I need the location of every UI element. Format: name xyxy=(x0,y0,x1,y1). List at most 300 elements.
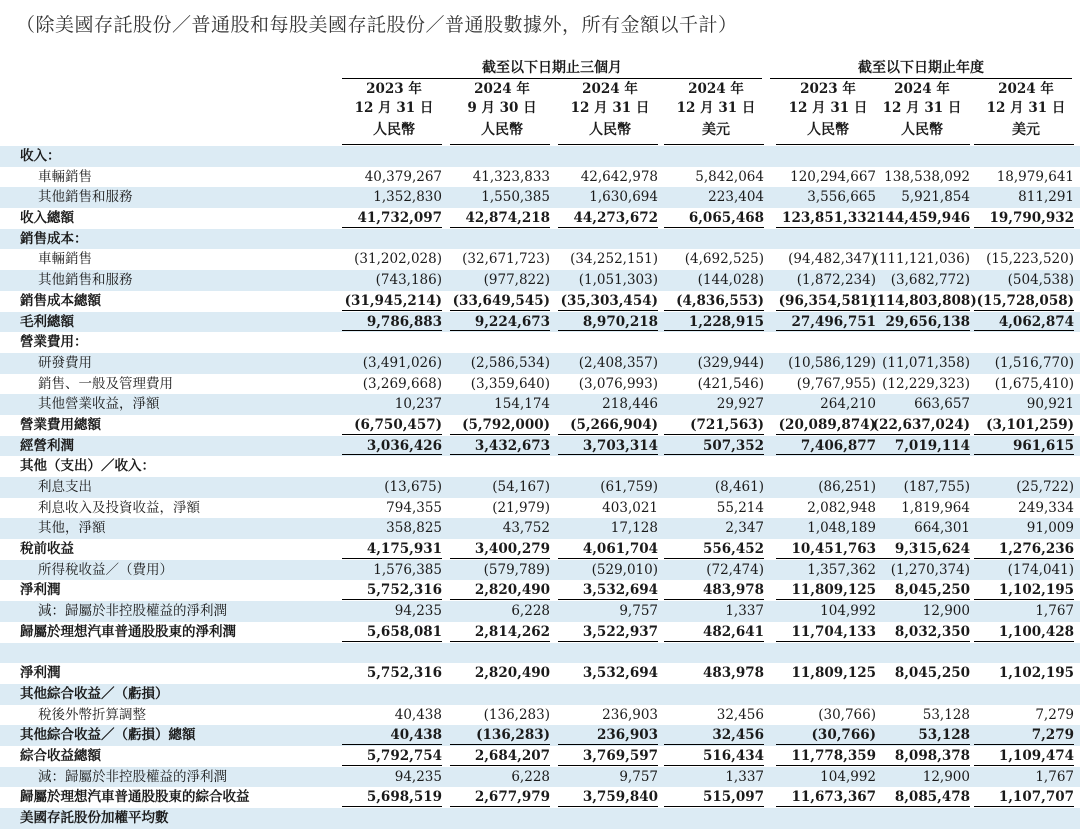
total-rule xyxy=(450,599,550,600)
table-row xyxy=(0,580,1080,601)
cell-value: 3,036,426 xyxy=(366,437,442,454)
cell-value: (3,682,772) xyxy=(890,272,970,289)
cell-value: 3,400,279 xyxy=(474,541,550,558)
cell-value: 29,927 xyxy=(716,396,764,413)
header-underline xyxy=(664,144,764,145)
header-underline xyxy=(974,144,1074,145)
column-header-date: 9 月 30 日 xyxy=(467,100,537,116)
row-label: 減：歸屬於非控股權益的淨利潤 xyxy=(38,768,227,785)
cell-value: 90,921 xyxy=(1026,396,1074,413)
cell-value: 40,438 xyxy=(394,706,442,723)
total-rule xyxy=(558,558,658,559)
row-label: 利息收入及投資收益，淨額 xyxy=(38,499,200,516)
cell-value: 483,978 xyxy=(702,665,764,682)
cell-value: (20,089,874) xyxy=(778,416,876,433)
total-rule xyxy=(870,330,970,331)
cell-value: 10,451,763 xyxy=(791,541,876,558)
cell-value: (25,722) xyxy=(1016,479,1074,495)
cell-value: (1,516,770) xyxy=(994,354,1074,371)
cell-value: 663,657 xyxy=(914,396,970,413)
cell-value: 1,337 xyxy=(725,603,764,620)
row-label: 綜合收益總額 xyxy=(20,747,101,764)
table-row xyxy=(0,436,1080,457)
cell-value: (72,474) xyxy=(706,561,764,578)
total-rule xyxy=(664,765,764,766)
table-row xyxy=(0,187,1080,208)
total-rule xyxy=(664,310,764,311)
cell-value: 1,352,830 xyxy=(373,189,442,206)
table-row xyxy=(0,312,1080,333)
cell-value: 1,107,707 xyxy=(998,789,1074,806)
cell-value: 358,825 xyxy=(386,520,442,537)
total-rule xyxy=(558,434,658,435)
total-rule xyxy=(558,641,658,642)
column-header-date: 12 月 31 日 xyxy=(788,100,868,116)
total-rule xyxy=(664,744,764,745)
cell-value: 2,820,490 xyxy=(474,582,550,599)
table-row xyxy=(0,808,1080,829)
total-rule xyxy=(776,765,876,766)
cell-value: (2,408,357) xyxy=(578,354,658,371)
cell-value: 264,210 xyxy=(820,396,876,413)
total-rule xyxy=(342,454,442,455)
row-label: 其他綜合收益／（虧損） xyxy=(20,685,169,702)
header-underline xyxy=(870,144,970,145)
row-label: 銷售、一般及管理費用 xyxy=(38,375,173,392)
column-header-date: 12 月 31 日 xyxy=(676,100,756,116)
row-label: 收入總額 xyxy=(20,210,74,227)
row-label: 毛利總額 xyxy=(20,313,74,330)
total-rule xyxy=(558,454,658,455)
row-label: 收入： xyxy=(20,148,61,164)
column-header-currency: 人民幣 xyxy=(481,122,523,138)
cell-value: 19,790,932 xyxy=(989,210,1074,227)
row-label: 其他銷售和服務 xyxy=(38,272,133,289)
cell-value: (3,359,640) xyxy=(470,375,550,392)
total-rule xyxy=(776,310,876,311)
cell-value: 41,323,833 xyxy=(472,168,550,185)
cell-value: 4,175,931 xyxy=(366,541,442,558)
total-rule xyxy=(664,454,764,455)
cell-value: (579,789) xyxy=(483,561,550,578)
cell-value: 1,102,195 xyxy=(998,582,1074,599)
cell-value: 144,459,946 xyxy=(876,210,970,227)
total-rule xyxy=(870,806,970,807)
column-header-currency: 人民幣 xyxy=(589,122,631,138)
cell-value: (15,223,520) xyxy=(986,251,1074,268)
row-label: 利息支出 xyxy=(38,479,92,495)
cell-value: 7,406,877 xyxy=(800,437,876,454)
cell-value: 5,842,064 xyxy=(695,168,764,185)
table-row xyxy=(0,229,1080,250)
cell-value: (1,051,303) xyxy=(578,272,658,289)
total-rule xyxy=(342,599,442,600)
cell-value: 1,276,236 xyxy=(998,541,1074,558)
row-label: 其他綜合收益／（虧損）總額 xyxy=(20,727,196,744)
total-rule xyxy=(870,434,970,435)
total-rule xyxy=(664,330,764,331)
column-header xyxy=(778,80,878,140)
cell-value: 8,032,350 xyxy=(894,623,970,640)
cell-value: (13,675) xyxy=(384,479,442,495)
cell-value: 3,759,840 xyxy=(582,789,658,806)
row-label: 銷售成本總額 xyxy=(20,292,101,309)
table-row xyxy=(0,167,1080,188)
cell-value: (5,266,904) xyxy=(570,416,658,433)
total-rule xyxy=(450,744,550,745)
table-row xyxy=(0,601,1080,622)
cell-value: 3,432,673 xyxy=(474,437,550,454)
total-rule xyxy=(558,765,658,766)
cell-value: 40,438 xyxy=(390,727,442,744)
cell-value: 17,128 xyxy=(610,520,658,537)
table-row xyxy=(0,622,1080,643)
cell-value: 3,532,694 xyxy=(582,582,658,599)
cell-value: 138,538,092 xyxy=(884,168,970,185)
cell-value: 123,851,332 xyxy=(782,210,876,227)
cell-value: 1,102,195 xyxy=(998,665,1074,682)
column-header-currency: 美元 xyxy=(702,122,730,138)
cell-value: 32,456 xyxy=(716,706,764,723)
cell-value: 8,045,250 xyxy=(894,665,970,682)
cell-value: 12,900 xyxy=(922,768,970,785)
cell-value: (6,750,457) xyxy=(354,416,442,433)
cell-value: (721,563) xyxy=(690,416,764,433)
row-label: 其他銷售和服務 xyxy=(38,189,133,206)
total-rule xyxy=(664,599,764,600)
table-row xyxy=(0,456,1080,477)
table-row xyxy=(0,539,1080,560)
cell-value: (96,354,581) xyxy=(778,292,876,309)
cell-value: (9,767,955) xyxy=(796,375,876,392)
total-rule xyxy=(450,806,550,807)
cell-value: 10,237 xyxy=(394,396,442,413)
total-rule xyxy=(870,765,970,766)
column-header-year: 2023 年 xyxy=(800,81,856,97)
total-rule xyxy=(974,641,1074,642)
total-rule xyxy=(450,454,550,455)
cell-value: 5,752,316 xyxy=(366,665,442,682)
cell-value: (4,692,525) xyxy=(684,251,764,268)
total-rule xyxy=(974,227,1074,228)
column-header-date: 12 月 31 日 xyxy=(882,100,962,116)
cell-value: (504,538) xyxy=(1007,272,1074,289)
cell-value: 249,334 xyxy=(1018,499,1074,516)
cell-value: (4,836,553) xyxy=(676,292,764,309)
cell-value: 94,235 xyxy=(394,768,442,785)
total-rule xyxy=(974,330,1074,331)
column-header-date: 12 月 31 日 xyxy=(354,100,434,116)
group-header-year: 截至以下日期止年度 xyxy=(770,58,1072,79)
cell-value: 482,641 xyxy=(702,623,764,640)
total-rule xyxy=(974,454,1074,455)
cell-value: 1,109,474 xyxy=(998,747,1074,764)
row-label: 研發費用 xyxy=(38,354,92,371)
cell-value: 32,456 xyxy=(712,727,764,744)
cell-value: 8,085,478 xyxy=(894,789,970,806)
cell-value: (5,792,000) xyxy=(462,416,550,433)
row-label: 車輛銷售 xyxy=(38,251,92,268)
row-label: 歸屬於理想汽車普通股股東的淨利潤 xyxy=(20,623,236,640)
cell-value: 11,778,359 xyxy=(791,747,876,764)
table-row xyxy=(0,291,1080,312)
cell-value: 42,642,978 xyxy=(580,168,658,185)
cell-value: 794,355 xyxy=(386,499,442,516)
total-rule xyxy=(776,744,876,745)
group-header-three-months: 截至以下日期止三個月 xyxy=(342,58,762,79)
cell-value: 6,228 xyxy=(511,768,550,785)
row-label: 淨利潤 xyxy=(20,665,61,682)
header-underline xyxy=(558,144,658,145)
cell-value: 2,684,207 xyxy=(474,747,550,764)
cell-value: 2,677,979 xyxy=(474,789,550,806)
cell-value: (2,586,534) xyxy=(470,354,550,371)
cell-value: 3,556,665 xyxy=(807,189,876,206)
total-rule xyxy=(776,330,876,331)
total-rule xyxy=(558,599,658,600)
cell-value: 1,819,964 xyxy=(901,499,970,516)
cell-value: (30,766) xyxy=(811,727,876,744)
cell-value: 8,098,378 xyxy=(894,747,970,764)
cell-value: 1,767 xyxy=(1035,768,1074,785)
cell-value: 1,337 xyxy=(725,768,764,785)
cell-value: 1,048,189 xyxy=(807,520,876,537)
total-rule xyxy=(776,434,876,435)
total-rule xyxy=(974,599,1074,600)
total-rule xyxy=(664,806,764,807)
cell-value: 507,352 xyxy=(702,437,764,454)
total-rule xyxy=(342,434,442,435)
cell-value: 41,732,097 xyxy=(357,210,442,227)
cell-value: 223,404 xyxy=(708,189,764,206)
table-row xyxy=(0,746,1080,767)
table-row xyxy=(0,684,1080,705)
header-underline xyxy=(450,144,550,145)
cell-value: (54,167) xyxy=(492,479,550,495)
cell-value: 8,970,218 xyxy=(582,313,658,330)
cell-value: 7,279 xyxy=(1035,706,1074,723)
cell-value: 29,656,138 xyxy=(885,313,970,330)
column-header-date: 12 月 31 日 xyxy=(986,100,1066,116)
cell-value: 1,228,915 xyxy=(688,313,764,330)
cell-value: 104,992 xyxy=(820,768,876,785)
cell-value: 664,301 xyxy=(914,520,970,537)
total-rule xyxy=(558,330,658,331)
cell-value: (30,766) xyxy=(818,706,876,723)
total-rule xyxy=(342,806,442,807)
total-rule xyxy=(776,641,876,642)
column-header-date: 12 月 31 日 xyxy=(570,100,650,116)
total-rule xyxy=(558,227,658,228)
cell-value: 2,082,948 xyxy=(807,499,876,516)
cell-value: (34,252,151) xyxy=(570,251,658,268)
total-rule xyxy=(450,227,550,228)
cell-value: (136,283) xyxy=(476,727,550,744)
total-rule xyxy=(776,454,876,455)
cell-value: 3,703,314 xyxy=(582,437,658,454)
column-header-year: 2024 年 xyxy=(894,81,950,97)
table-row xyxy=(0,725,1080,746)
column-header xyxy=(560,80,660,140)
table-row xyxy=(0,498,1080,519)
cell-value: 18,979,641 xyxy=(996,168,1074,185)
cell-value: (22,637,024) xyxy=(872,416,970,433)
cell-value: 7,019,114 xyxy=(894,437,970,454)
cell-value: 53,128 xyxy=(918,727,970,744)
cell-value: (31,945,214) xyxy=(344,292,442,309)
cell-value: 8,045,250 xyxy=(894,582,970,599)
column-header xyxy=(344,80,444,140)
cell-value: 11,809,125 xyxy=(791,582,876,599)
cell-value: (8,461) xyxy=(714,479,764,495)
cell-value: (33,649,545) xyxy=(452,292,550,309)
cell-value: 9,786,883 xyxy=(366,313,442,330)
row-label: 所得稅收益／（費用） xyxy=(38,561,173,578)
total-rule xyxy=(450,434,550,435)
cell-value: (114,803,808) xyxy=(870,292,977,309)
row-label: 稅後外幣折算調整 xyxy=(38,706,146,723)
total-rule xyxy=(450,310,550,311)
cell-value: 120,294,667 xyxy=(790,168,876,185)
cell-value: 53,128 xyxy=(922,706,970,723)
cell-value: 1,630,694 xyxy=(589,189,658,206)
cell-value: (1,872,234) xyxy=(796,272,876,289)
total-rule xyxy=(870,558,970,559)
column-header xyxy=(976,80,1076,140)
units-note: （除美國存託股份／普通股和每股美國存託股份／普通股數據外，所有金額以千計） xyxy=(16,14,738,36)
column-header-year: 2023 年 xyxy=(366,81,422,97)
total-rule xyxy=(974,744,1074,745)
total-rule xyxy=(974,310,1074,311)
cell-value: (529,010) xyxy=(591,561,658,578)
table-row xyxy=(0,332,1080,353)
row-label: 車輛銷售 xyxy=(38,168,92,185)
table-row xyxy=(0,353,1080,374)
total-rule xyxy=(870,599,970,600)
total-rule xyxy=(450,330,550,331)
cell-value: 44,273,672 xyxy=(573,210,658,227)
table-row xyxy=(0,249,1080,270)
column-header-year: 2024 年 xyxy=(474,81,530,97)
cell-value: 2,814,262 xyxy=(474,623,550,640)
cell-value: (977,822) xyxy=(483,272,550,289)
total-rule xyxy=(776,558,876,559)
row-label: 其他（支出）／收入： xyxy=(20,458,155,475)
cell-value: (61,759) xyxy=(600,479,658,495)
cell-value: (31,202,028) xyxy=(354,251,442,268)
table-row xyxy=(0,394,1080,415)
row-label: 其他營業收益，淨額 xyxy=(38,396,160,413)
cell-value: 236,903 xyxy=(602,706,658,723)
cell-value: 9,224,673 xyxy=(474,313,550,330)
cell-value: 1,100,428 xyxy=(998,623,1074,640)
cell-value: 94,235 xyxy=(394,603,442,620)
cell-value: 3,532,694 xyxy=(582,665,658,682)
cell-value: (3,076,993) xyxy=(578,375,658,392)
cell-value: (329,944) xyxy=(697,354,764,371)
cell-value: 1,357,362 xyxy=(807,561,876,578)
total-rule xyxy=(776,599,876,600)
total-rule xyxy=(342,744,442,745)
row-label: 銷售成本： xyxy=(20,230,88,247)
row-label: 經營利潤 xyxy=(20,437,74,454)
cell-value: (187,755) xyxy=(903,479,970,495)
row-label: 其他，淨額 xyxy=(38,520,106,537)
table-row xyxy=(0,663,1080,684)
row-label: 歸屬於理想汽車普通股股東的綜合收益 xyxy=(20,789,250,806)
cell-value: 11,704,133 xyxy=(791,623,876,640)
column-header-year: 2024 年 xyxy=(688,81,744,97)
cell-value: (11,071,358) xyxy=(882,354,970,371)
cell-value: (94,482,347) xyxy=(788,251,876,268)
row-label: 稅前收益 xyxy=(20,541,74,558)
header-underline xyxy=(776,144,876,145)
row-label: 營業費用總額 xyxy=(20,416,101,433)
cell-value: 5,792,754 xyxy=(366,747,442,764)
cell-value: 218,446 xyxy=(602,396,658,413)
cell-value: (3,101,259) xyxy=(986,416,1074,433)
total-rule xyxy=(974,806,1074,807)
table-row xyxy=(0,518,1080,539)
total-rule xyxy=(342,765,442,766)
row-label: 美國存託股份加權平均數 xyxy=(20,810,169,826)
total-rule xyxy=(342,310,442,311)
cell-value: (15,728,058) xyxy=(976,292,1074,309)
column-header-currency: 人民幣 xyxy=(901,122,943,138)
cell-value: 40,379,267 xyxy=(364,168,442,185)
cell-value: 961,615 xyxy=(1012,437,1074,454)
column-header-year: 2024 年 xyxy=(998,81,1054,97)
cell-value: 3,769,597 xyxy=(582,747,658,764)
table-row xyxy=(0,477,1080,498)
cell-value: (111,121,036) xyxy=(873,251,970,268)
cell-value: 6,228 xyxy=(511,603,550,620)
cell-value: 154,174 xyxy=(494,396,550,413)
table-row xyxy=(0,643,1080,664)
cell-value: 43,752 xyxy=(502,520,550,537)
total-rule xyxy=(558,806,658,807)
cell-value: (10,586,129) xyxy=(788,354,876,371)
cell-value: (3,269,668) xyxy=(362,375,442,392)
table-row xyxy=(0,374,1080,395)
total-rule xyxy=(974,765,1074,766)
cell-value: 11,673,367 xyxy=(791,789,876,806)
total-rule xyxy=(870,227,970,228)
total-rule xyxy=(450,558,550,559)
cell-value: 1,767 xyxy=(1035,603,1074,620)
table-row xyxy=(0,767,1080,788)
cell-value: 1,550,385 xyxy=(481,189,550,206)
cell-value: 7,279 xyxy=(1031,727,1074,744)
cell-value: 5,698,519 xyxy=(366,789,442,806)
cell-value: 5,752,316 xyxy=(366,582,442,599)
cell-value: 9,757 xyxy=(619,603,658,620)
cell-value: (174,041) xyxy=(1007,561,1074,578)
total-rule xyxy=(342,330,442,331)
total-rule xyxy=(342,641,442,642)
total-rule xyxy=(776,227,876,228)
table-row xyxy=(0,787,1080,808)
cell-value: 516,434 xyxy=(702,747,764,764)
total-rule xyxy=(342,558,442,559)
total-rule xyxy=(664,227,764,228)
cell-value: 236,903 xyxy=(596,727,658,744)
table-row xyxy=(0,560,1080,581)
column-header-currency: 人民幣 xyxy=(807,122,849,138)
cell-value: 12,900 xyxy=(922,603,970,620)
cell-value: (743,186) xyxy=(375,272,442,289)
cell-value: 1,576,385 xyxy=(373,561,442,578)
